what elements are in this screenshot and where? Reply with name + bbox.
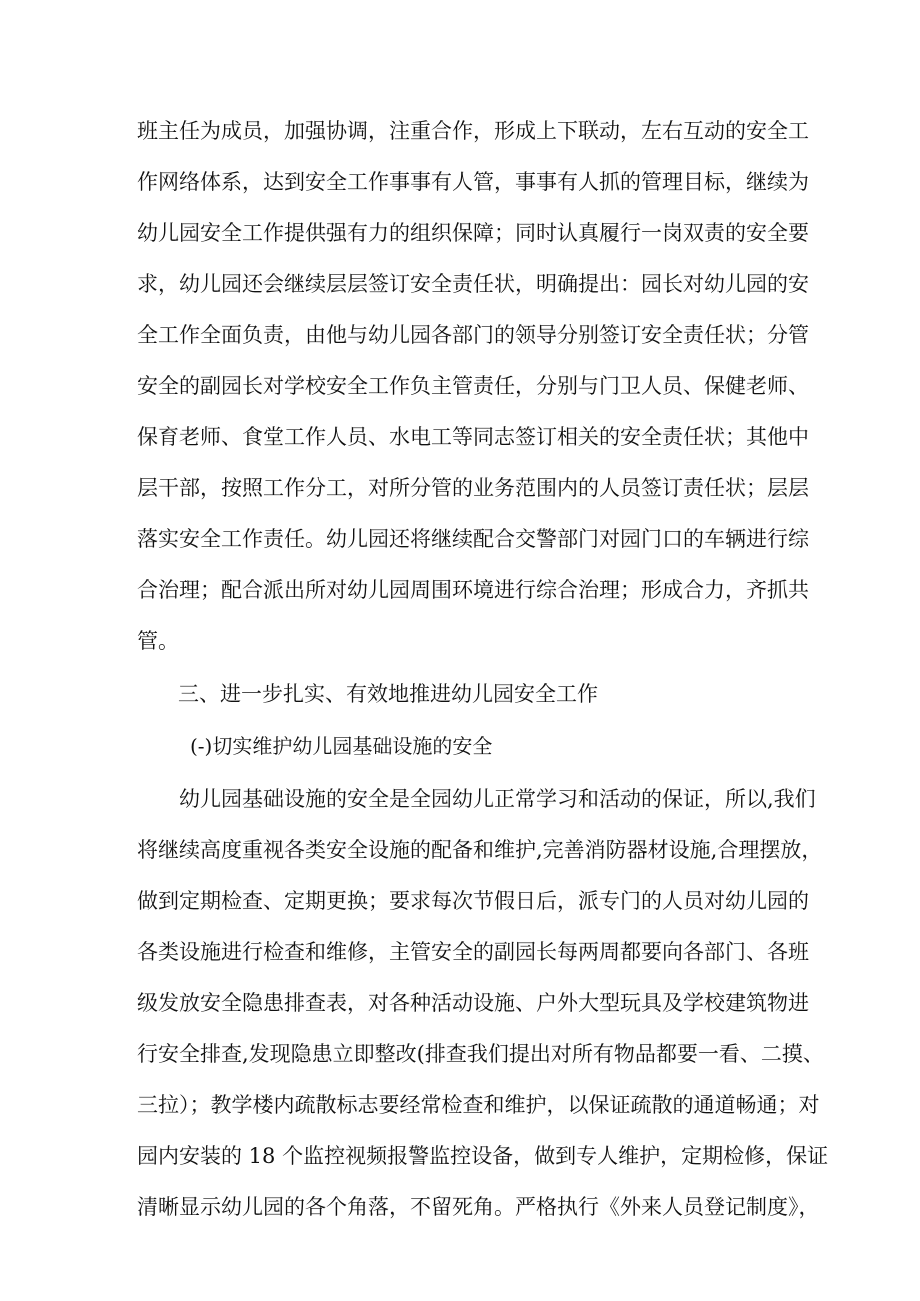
paragraph-line: 合治理；配合派出所对幼儿园周围环境进行综合治理；形成合力，齐抓共 — [137, 578, 809, 602]
paragraph-line: 幼儿园安全工作提供强有力的组织保障；同时认真履行一岗双责的安全要 — [137, 221, 809, 245]
paragraph-line: 求，幼儿园还会继续层层签订安全责任状，明确提出：园长对幼儿园的安 — [137, 272, 809, 296]
paragraph-line: 级发放安全隐患排查表，对各种活动设施、户外大型玩具及学校建筑物进 — [137, 991, 809, 1015]
paragraph-line: 保育老师、食堂工作人员、水电工等同志签订相关的安全责任状；其他中 — [137, 425, 809, 449]
paragraph-line: 层干部，按照工作分工，对所分管的业务范围内的人员签订责任状；层层 — [137, 476, 809, 500]
paragraph-line: 三拉）；教学楼内疏散标志要经常检查和维护，以保证疏散的通道畅通；对 — [137, 1093, 820, 1117]
paragraph-line: 各类设施进行检查和维修，主管安全的副园长每两周都要向各部门、各班 — [137, 940, 809, 964]
paragraph-line: 安全的副园长对学校安全工作负主管责任，分别与门卫人员、保健老师、 — [137, 374, 809, 398]
paragraph-line: 落实安全工作责任。幼儿园还将继续配合交警部门对园门口的车辆进行综 — [137, 527, 809, 551]
subsection-heading: (-)切实维护幼儿园基础设施的安全 — [190, 734, 493, 758]
paragraph-line: 做到定期检查、定期更换；要求每次节假日后，派专门的人员对幼儿园的 — [137, 889, 809, 913]
paragraph-line: 清晰显示幼儿园的各个角落，不留死角。严格执行《外来人员登记制度》， — [137, 1195, 820, 1219]
paragraph-line: 全工作全面负责，由他与幼儿园各部门的领导分别签订安全责任状；分管 — [137, 323, 809, 347]
paragraph-line: 行安全排查,发现隐患立即整改(排查我们提出对所有物品都要一看、二摸、 — [137, 1042, 824, 1066]
paragraph-line: 园内安装的 18 个监控视频报警监控设备，做到专人维护，定期检修，保证 — [137, 1144, 829, 1168]
paragraph-line: 幼儿园基础设施的安全是全园幼儿正常学习和活动的保证，所以,我们 — [137, 787, 816, 811]
paragraph-line: 管。 — [137, 629, 179, 653]
paragraph-line: 班主任为成员，加强协调，注重合作，形成上下联动，左右互动的安全工 — [137, 119, 809, 143]
paragraph-line: 作网络体系，达到安全工作事事有人管，事事有人抓的管理目标，继续为 — [137, 170, 809, 194]
section-heading: 三、进一步扎实、有效地推进幼儿园安全工作 — [178, 682, 598, 706]
paragraph-line: 将继续高度重视各类安全设施的配备和维护,完善消防器材设施,合理摆放， — [137, 838, 823, 862]
